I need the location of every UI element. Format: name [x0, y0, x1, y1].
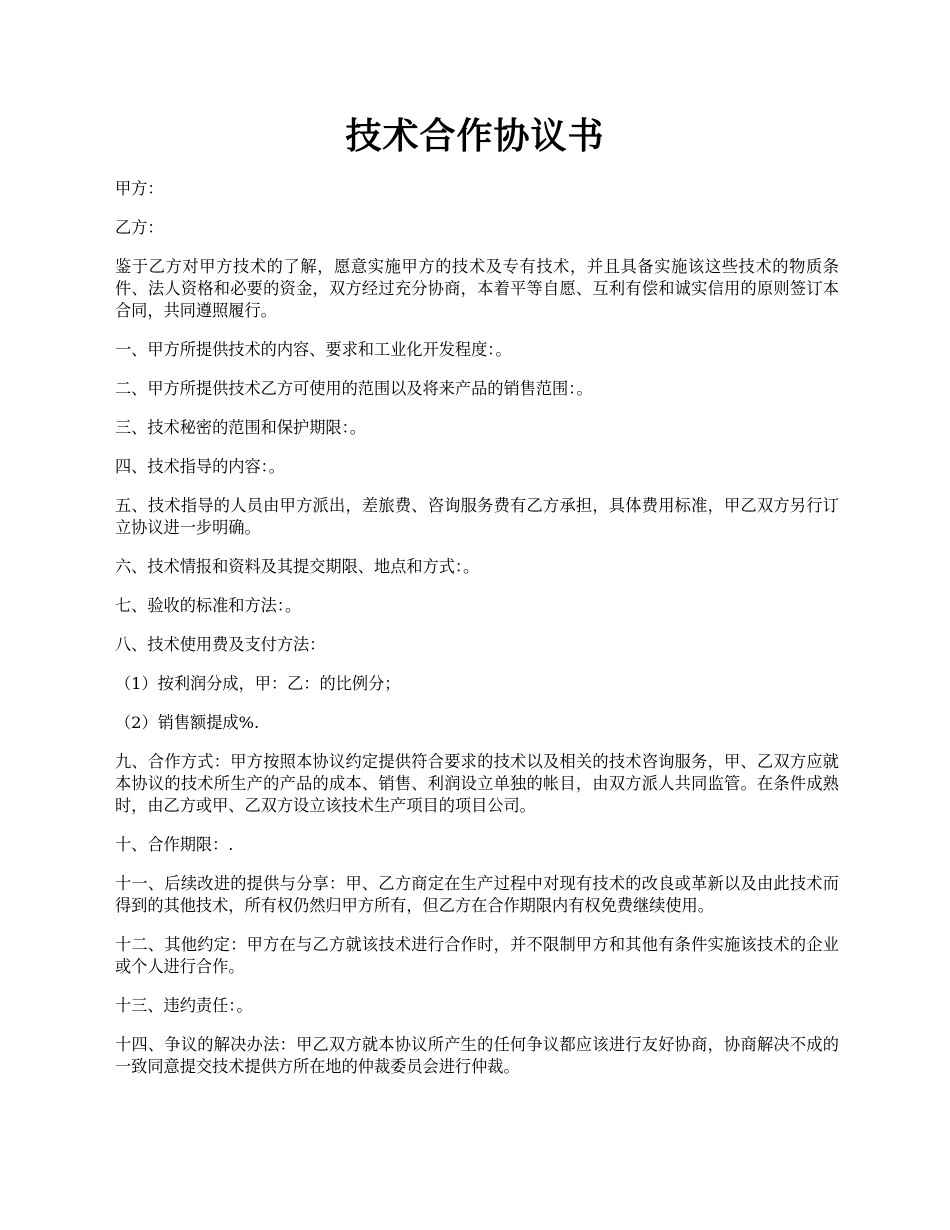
clause-1: 一、甲方所提供技术的内容、要求和工业化开发程度：。 [115, 340, 512, 359]
clause-8-item-2: （2）销售额提成%. [115, 713, 260, 732]
clause-8-item-1: （1）按利润分成，甲：乙：的比例分； [115, 674, 401, 693]
party-a-line: 甲方： [115, 179, 164, 198]
clause-5: 五、技术指导的人员由甲方派出，差旅费、咨询服务费有乙方承担，具体费用标准，甲乙双方另行订立协议进一步明确。 [115, 496, 839, 537]
clause-11: 十一、后续改进的提供与分享：甲、乙方商定在生产过程中对现有技术的改良或革新以及由此技术而得到的其他技术，所有权仍然归甲方所有，但乙方在合作期限内有权免费继续使用。 [115, 874, 839, 915]
clause-7: 七、验收的标准和方法：。 [115, 596, 302, 615]
clause-6: 六、技术情报和资料及其提交期限、地点和方式：。 [115, 557, 480, 576]
document-body [115, 178, 839, 1095]
clause-10: 十、合作期限：. [115, 835, 234, 854]
clause-9: 九、合作方式：甲方按照本协议约定提供符合要求的技术以及相关的技术咨询服务，甲、乙双方应就本协议的技术所生产的产品的成本、销售、利润设立单独的帐目，由双方派人共同监管。在条件成熟时，由乙方或甲、乙双方设立该技术生产项目的项目公司。 [115, 752, 839, 815]
clause-4: 四、技术指导的内容：。 [115, 457, 285, 476]
document-title: 技术合作协议书 [345, 115, 605, 157]
clause-14: 十四、争议的解决办法：甲乙双方就本协议所产生的任何争议都应该进行友好协商，协商解决不成的一致同意提交技术提供方所在地的仲裁委员会进行仲裁。 [115, 1035, 839, 1076]
party-b-line: 乙方： [115, 218, 164, 237]
clause-12: 十二、其他约定：甲方在与乙方就该技术进行合作时，并不限制甲方和其他有条件实施该技术的企业或个人进行合作。 [115, 935, 839, 976]
clause-3: 三、技术秘密的范围和保护期限：。 [115, 418, 366, 437]
clause-2: 二、甲方所提供技术乙方可使用的范围以及将来产品的销售范围：。 [115, 379, 593, 398]
preamble-paragraph: 鉴于乙方对甲方技术的了解，愿意实施甲方的技术及专有技术，并且具备实施该这些技术的物质条件、法人资格和必要的资金，双方经过充分协商，本着平等自愿、互利有偿和诚实信用的原则签订本合同，共同遵照履行。 [115, 257, 839, 320]
clause-8: 八、技术使用费及支付方法： [115, 635, 326, 654]
clause-13: 十三、违约责任：。 [115, 996, 253, 1015]
